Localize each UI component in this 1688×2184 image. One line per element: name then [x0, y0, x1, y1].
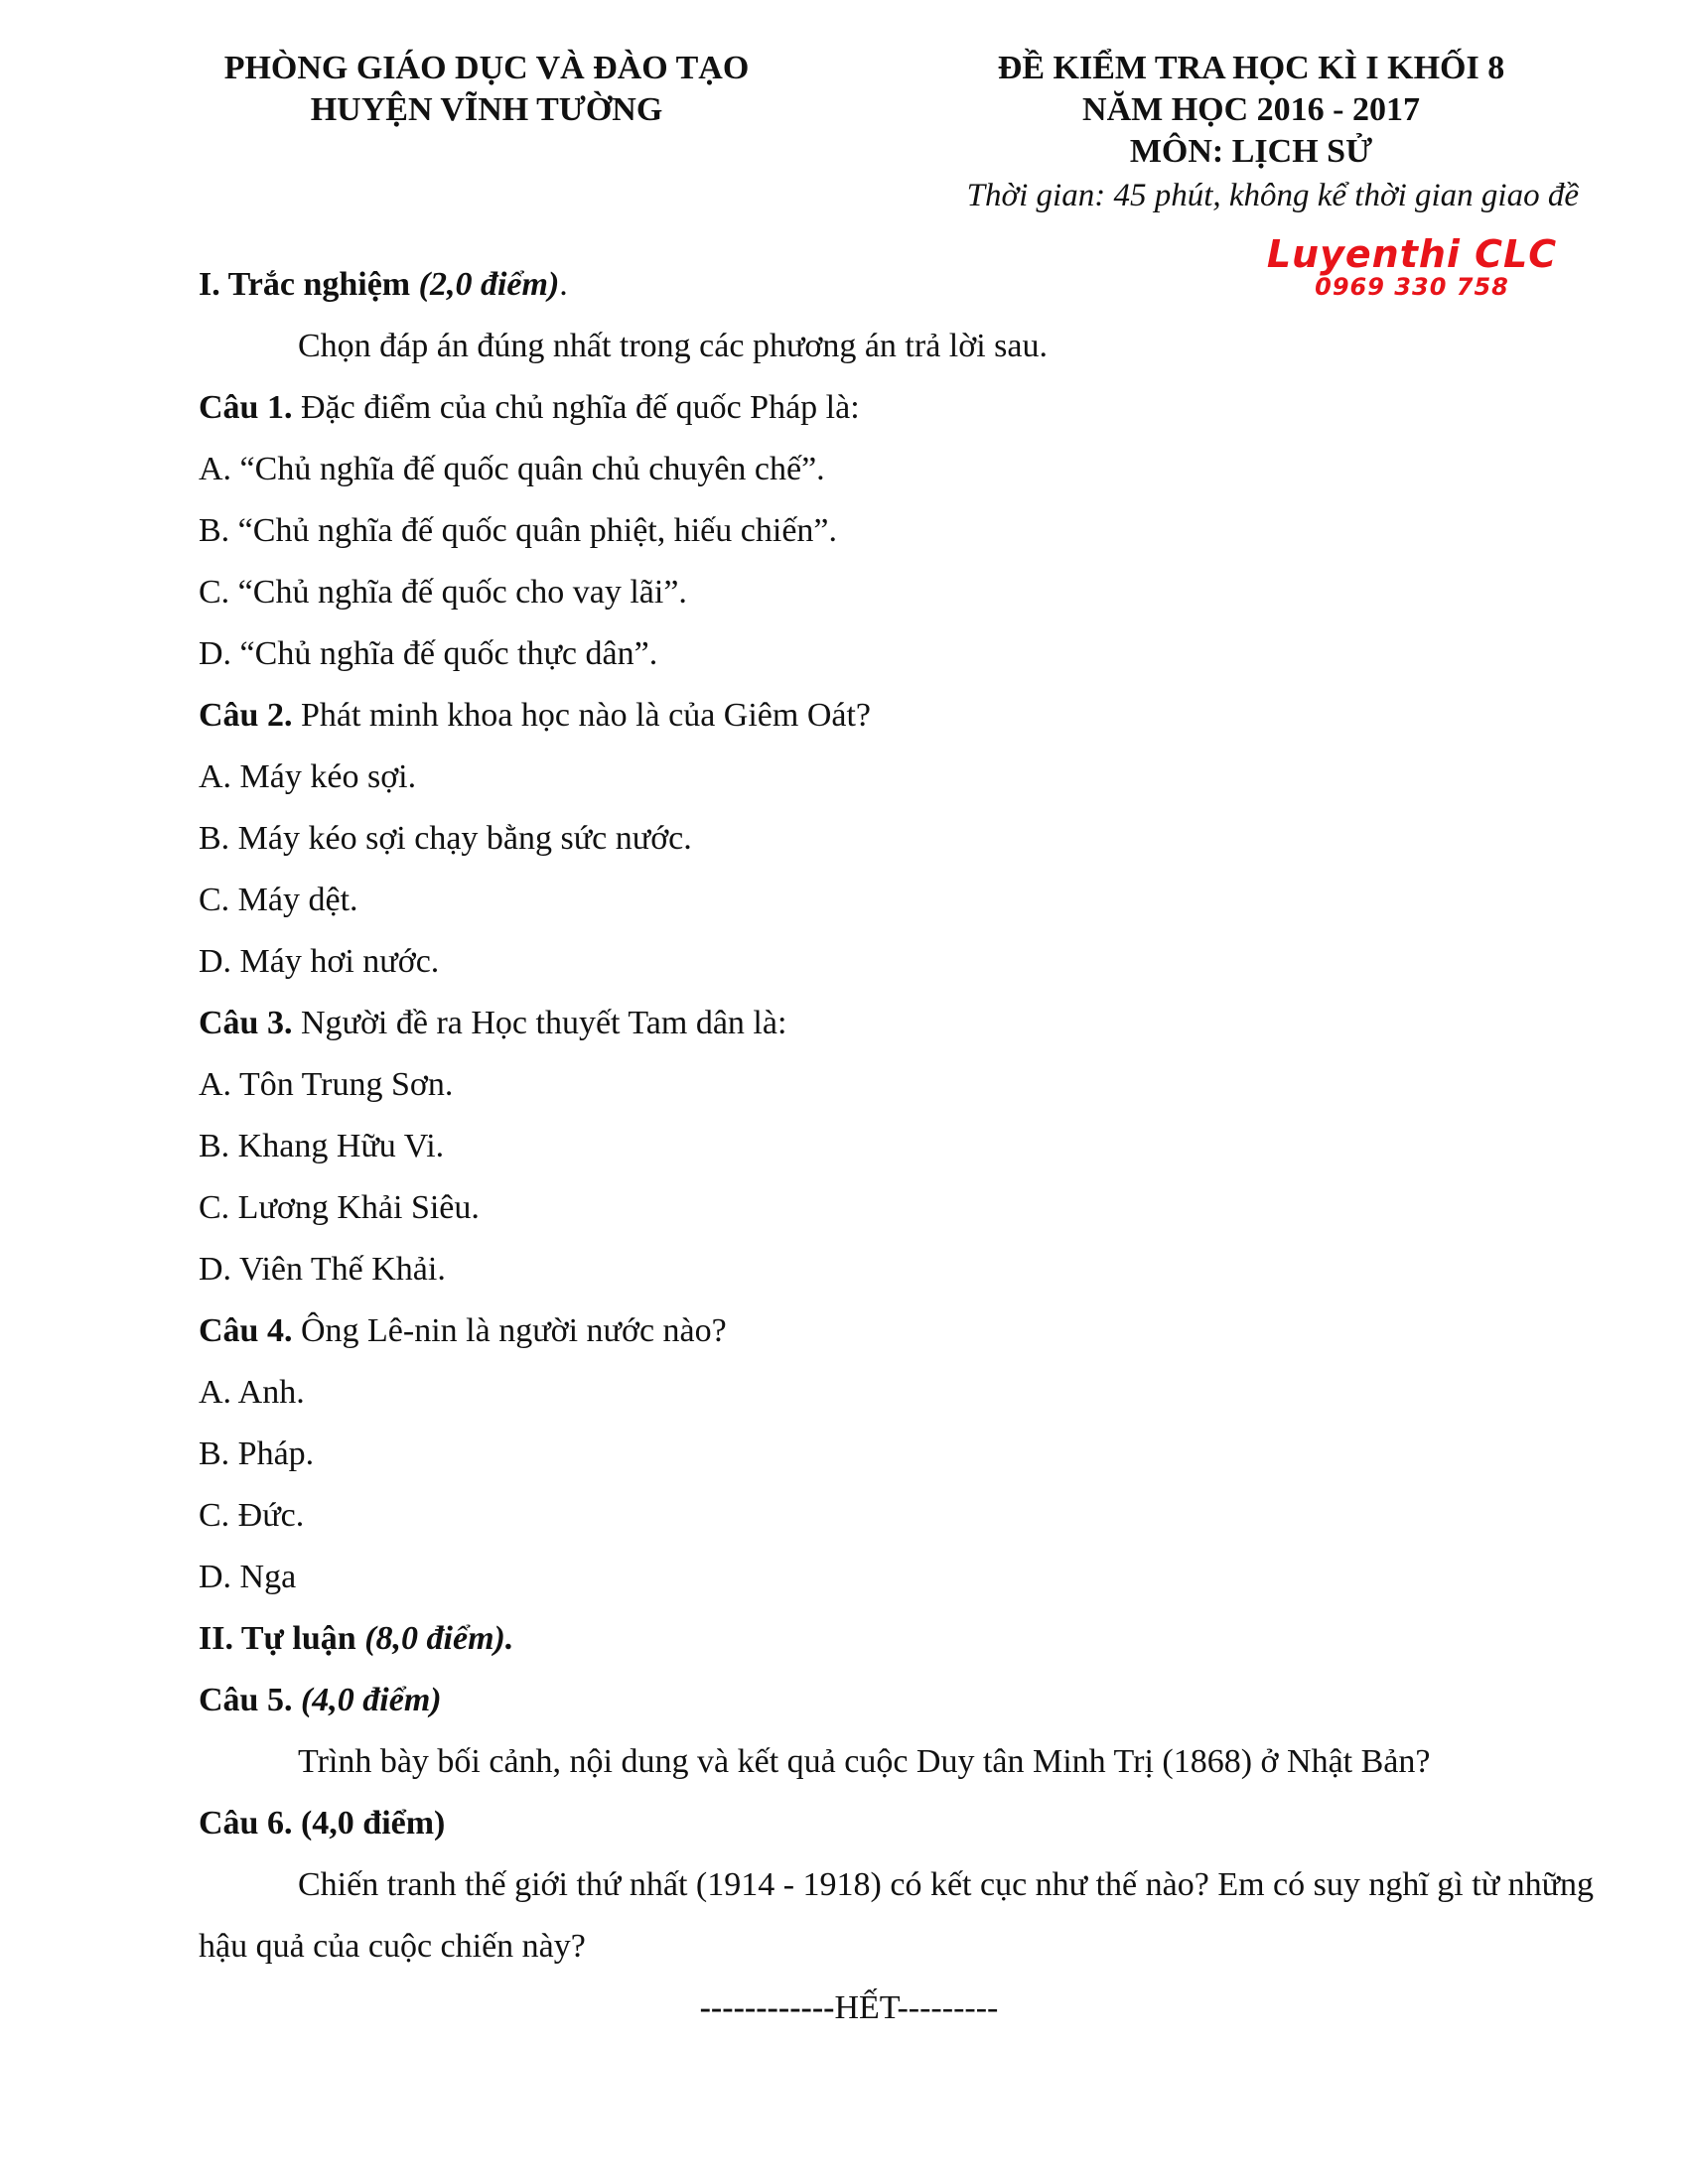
section-1-dot: .: [559, 266, 568, 303]
question-text: Ông Lê-nin là người nước nào?: [292, 1312, 727, 1349]
question-6-body: Chiến tranh thế giới thứ nhất (1914 - 1918) có kết cục như thế nào? Em có suy nghĩ gì từ những hậu quả của cuộc chiến này?: [199, 1866, 1595, 1965]
question-2: [199, 685, 1618, 747]
question-5-text: Trình bày bối cảnh, nội dung và kết quả cuộc Duy tân Minh Trị (1868) ở Nhật Bản?: [298, 1743, 1431, 1780]
watermark-brand: Luyenthi CLC: [1266, 232, 1558, 276]
option-4b: B. Pháp.: [199, 1435, 315, 1472]
time-limit: Thời gian: 45 phút, không kể thời gian giao đề: [966, 178, 1579, 213]
question-label: Câu 1.: [199, 389, 293, 426]
end-dashes-left: ------------: [699, 1989, 835, 2026]
section-1-title: I. Trắc nghiệm: [199, 266, 411, 303]
exam-title: ĐỀ KIỂM TRA HỌC KÌ I KHỐI 8: [997, 50, 1505, 86]
option-4c: C. Đức.: [199, 1497, 305, 1534]
exam-content: [199, 254, 1618, 2039]
school-year: NĂM HỌC 2016 - 2017: [1082, 91, 1420, 128]
end-dashes-right: ---------: [897, 1989, 999, 2026]
option-2a: A. Máy kéo sợi.: [199, 758, 417, 795]
question-1: [199, 377, 1618, 439]
option-1a: A. “Chủ nghĩa đế quốc quân chủ chuyên chế”.: [199, 451, 825, 487]
question-6-label: Câu 6. (4,0 điểm): [199, 1805, 446, 1842]
question-3: [199, 993, 1618, 1054]
header-district: HUYỆN VĨNH TƯỜNG: [310, 91, 663, 128]
option-2c: C. Máy dệt.: [199, 882, 358, 918]
option-2d: D. Máy hơi nước.: [199, 943, 440, 980]
header-department: PHÒNG GIÁO DỤC VÀ ĐÀO TẠO: [223, 50, 750, 86]
header-exam-info: [874, 48, 1628, 216]
subject: MÔN: LỊCH SỬ: [1129, 133, 1373, 170]
question-text: Đặc điểm của chủ nghĩa đế quốc Pháp là:: [292, 389, 860, 426]
question-5: [199, 1670, 1618, 1731]
option-4a: A. Anh.: [199, 1374, 305, 1411]
section-1-instruction: Chọn đáp án đúng nhất trong các phương án trả lời sau.: [298, 328, 1048, 364]
option-2b: B. Máy kéo sợi chạy bằng sức nước.: [199, 820, 692, 857]
question-label: Câu 3.: [199, 1005, 293, 1041]
question-5-label: Câu 5.: [199, 1682, 293, 1718]
section-1-heading: [199, 254, 1618, 316]
option-3d: D. Viên Thế Khải.: [199, 1251, 446, 1288]
question-4: [199, 1300, 1618, 1362]
end-marker: [199, 1978, 1618, 2039]
option-3a: A. Tôn Trung Sơn.: [199, 1066, 454, 1103]
question-text: Phát minh khoa học nào là của Giêm Oát?: [292, 697, 872, 734]
watermark-phone: 0969 330 758: [1315, 273, 1509, 301]
question-5-points: (4,0 điểm): [300, 1682, 442, 1718]
option-4d: D. Nga: [199, 1559, 297, 1595]
option-1d: D. “Chủ nghĩa đế quốc thực dân”.: [199, 635, 658, 672]
option-3b: B. Khang Hữu Vi.: [199, 1128, 445, 1164]
option-1c: C. “Chủ nghĩa đế quốc cho vay lãi”.: [199, 574, 687, 611]
section-2-title: II. Tự luận: [199, 1620, 356, 1657]
question-6-text: [199, 1854, 1618, 1978]
header-organization: [159, 48, 814, 131]
section-2-heading: [199, 1608, 1618, 1670]
question-6: [199, 1793, 1618, 1854]
option-1b: B. “Chủ nghĩa đế quốc quân phiệt, hiếu chiến”.: [199, 512, 837, 549]
option-3c: C. Lương Khải Siêu.: [199, 1189, 480, 1226]
question-label: Câu 2.: [199, 697, 293, 734]
question-text: Người đề ra Học thuyết Tam dân là:: [292, 1005, 787, 1041]
question-label: Câu 4.: [199, 1312, 293, 1349]
end-text: HẾT: [834, 1989, 898, 2026]
section-2-points: (8,0 điểm).: [364, 1620, 514, 1657]
section-1-points: (2,0 điểm): [418, 266, 560, 303]
